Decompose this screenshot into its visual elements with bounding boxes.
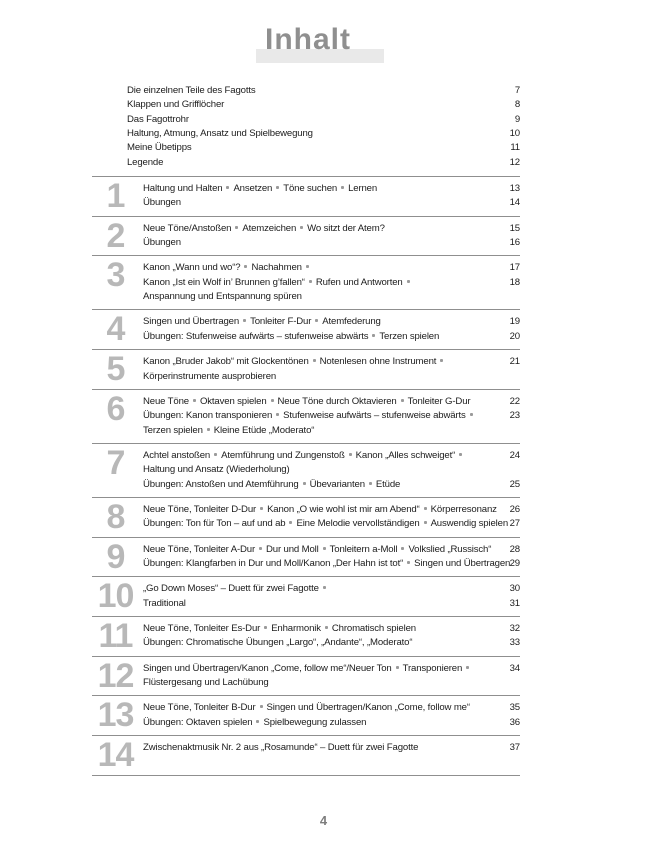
chapter-rows (143, 315, 520, 344)
separator-bullet-icon (349, 453, 352, 456)
separator-bullet-icon (401, 547, 404, 550)
toc-page-number: 27 (509, 518, 520, 530)
toc-row (143, 701, 520, 715)
chapter-rows (143, 543, 520, 572)
toc-entry-text: Das Fagottrohr (127, 113, 189, 125)
separator-bullet-icon (407, 561, 410, 564)
separator-bullet-icon (323, 586, 326, 589)
toc-row (92, 84, 520, 98)
toc-page-number: 26 (509, 503, 520, 515)
toc-entry-text: Übungen (143, 237, 181, 249)
toc-page-number: 34 (509, 662, 520, 674)
chapter-number: 1 (106, 177, 125, 216)
chapter-rows (143, 503, 520, 532)
chapter-rows (143, 261, 520, 304)
toc-page-number: 24 (509, 449, 520, 461)
chapter-number: 11 (98, 616, 133, 655)
separator-bullet-icon (243, 319, 246, 322)
separator-bullet-icon (306, 265, 309, 268)
chapter-section (92, 176, 520, 216)
toc-entry-text: Übungen (143, 197, 181, 209)
toc-page-number: 35 (509, 702, 520, 714)
toc-page-number: 25 (509, 478, 520, 490)
toc-page-number (500, 424, 520, 438)
chapter-section (92, 735, 520, 775)
separator-bullet-icon (207, 428, 210, 431)
toc-entry-text: Traditional (143, 597, 186, 609)
toc-row (143, 261, 520, 275)
toc-row (143, 478, 520, 492)
toc-entry-text: Singen und Übertragen/Kanon „Come, follow me“/Neuer Ton Transponieren (143, 662, 500, 676)
separator-bullet-icon (440, 359, 443, 362)
toc-page-number: 16 (509, 237, 520, 249)
chapter-number: 10 (97, 577, 134, 616)
toc-row (143, 662, 520, 676)
toc-row (143, 315, 520, 329)
toc-entry-text: Haltung und Ansatz (Wiederholung) (143, 464, 290, 476)
chapter-rows (143, 395, 520, 438)
chapter-number: 3 (106, 256, 125, 295)
toc-page-number (500, 463, 520, 477)
separator-bullet-icon (289, 521, 292, 524)
toc-row (143, 222, 520, 236)
separator-bullet-icon (325, 626, 328, 629)
separator-bullet-icon (466, 666, 469, 669)
chapter-section (92, 497, 520, 537)
toc-page-number: 31 (509, 597, 520, 609)
toc-row (143, 449, 520, 463)
chapter-number: 2 (106, 216, 125, 255)
toc-row (92, 113, 520, 127)
toc-entry-text: Übungen: Chromatische Übungen „Largo“, „Andante“, „Moderato“ (143, 637, 413, 649)
chapter-rows (143, 622, 520, 651)
separator-bullet-icon (369, 482, 372, 485)
toc-row (92, 127, 520, 141)
separator-bullet-icon (401, 399, 404, 402)
toc-page-number: 36 (509, 716, 520, 728)
toc-row (143, 409, 520, 423)
toc-entry-text: Zwischenaktmusik Nr. 2 aus „Rosamunde“ – Duett für zwei Fagotte (143, 742, 419, 754)
toc-row (143, 517, 520, 531)
separator-bullet-icon (260, 507, 263, 510)
separator-bullet-icon (424, 507, 427, 510)
toc-entry-text: Haltung und Halten Ansetzen Töne suchen Lernen (143, 183, 378, 195)
toc-page-number: 32 (509, 622, 520, 634)
separator-bullet-icon (276, 186, 279, 189)
chapter-number: 9 (106, 537, 125, 576)
chapter-section (92, 349, 520, 389)
toc-row (143, 716, 520, 730)
table-of-contents (92, 81, 520, 776)
chapter-number: 13 (97, 696, 134, 735)
toc-row (143, 290, 520, 304)
toc-entry-text: Flüstergesang und Lachübung (143, 677, 269, 688)
toc-entry-text: Körperinstrumente ausprobieren (143, 370, 277, 382)
toc-entry-text: Meine Übetipps (127, 142, 192, 154)
toc-page-number: 20 (509, 330, 520, 342)
toc-page-number: 8 (514, 99, 520, 111)
toc-row (143, 622, 520, 636)
toc-row (143, 597, 520, 611)
toc-entry-text: Übungen: Ton für Ton – auf und ab Eine Melodie vervollständigen Auswendig spielen (143, 518, 509, 530)
toc-page-number: 17 (509, 262, 520, 274)
separator-bullet-icon (470, 413, 473, 416)
chapter-section (92, 443, 520, 497)
toc-row (143, 182, 520, 196)
toc-entry-text: Neue Töne/Anstoßen Atemzeichen Wo sitzt der Atem? (143, 222, 385, 234)
page-header (0, 0, 647, 70)
chapter-section (92, 309, 520, 349)
separator-bullet-icon (396, 666, 399, 669)
toc-row (143, 395, 520, 409)
toc-page-number (500, 370, 520, 384)
separator-bullet-icon (303, 482, 306, 485)
toc-row (143, 355, 520, 369)
toc-page-number: 30 (509, 583, 520, 595)
chapter-number: 7 (106, 443, 125, 482)
toc-entry-text: Übungen: Kanon transponieren Stufenweise aufwärts – stufenweise abwärts (143, 409, 500, 423)
separator-bullet-icon (193, 399, 196, 402)
toc-entry-text: Kanon „Wann und wo“? Nachahmen (143, 261, 500, 275)
separator-bullet-icon (276, 413, 279, 416)
toc-row (92, 98, 520, 112)
toc-row (143, 463, 520, 477)
chapter-section (92, 216, 520, 256)
chapter-rows (143, 222, 520, 251)
chapter-section (92, 537, 520, 577)
separator-bullet-icon (323, 547, 326, 550)
separator-bullet-icon (315, 319, 318, 322)
toc-page-number: 33 (509, 637, 520, 649)
separator-bullet-icon (407, 280, 410, 283)
toc-entry-text: Legende (127, 156, 164, 168)
chapter-rows (143, 662, 520, 691)
toc-page-number: 37 (509, 742, 520, 754)
toc-page-number: 14 (509, 197, 520, 209)
toc-entry-text: Die einzelnen Teile des Fagotts (127, 85, 256, 96)
toc-page-number: 7 (514, 85, 520, 96)
separator-bullet-icon (313, 359, 316, 362)
separator-bullet-icon (256, 720, 259, 723)
chapter-entries (92, 176, 520, 776)
toc-row (143, 503, 520, 517)
toc-entry-text: Klappen und Grifflöcher (127, 99, 225, 111)
toc-entry-text: Neue Töne, Tonleiter Es-Dur Enharmonik Chromatisch spielen (143, 622, 416, 634)
chapter-rows (143, 582, 520, 611)
chapter-section (92, 656, 520, 696)
toc-entry-text: Anspannung und Entspannung spüren (143, 291, 302, 303)
chapter-number: 6 (106, 389, 125, 428)
toc-page-number: 29 (509, 557, 520, 569)
chapter-section (92, 616, 520, 656)
chapter-rows (143, 449, 520, 492)
separator-bullet-icon (300, 226, 303, 229)
toc-page-number: 19 (509, 316, 520, 328)
toc-page-number: 9 (514, 113, 520, 125)
toc-page-number: 23 (509, 410, 520, 422)
chapter-number: 8 (106, 497, 125, 536)
separator-bullet-icon (271, 399, 274, 402)
separator-bullet-icon (214, 453, 217, 456)
toc-entry-text: Singen und Übertragen Tonleiter F-Dur Atemfederung (143, 316, 381, 328)
toc-row (143, 741, 520, 755)
separator-bullet-icon (372, 334, 375, 337)
toc-row (143, 557, 520, 571)
toc-row (143, 330, 520, 344)
toc-page-number: 28 (509, 543, 520, 555)
chapter-number: 14 (97, 736, 134, 775)
chapter-rows (143, 182, 520, 211)
toc-entry-text: Neue Töne, Tonleiter B-Dur Singen und Übertragen/Kanon „Come, follow me“ (143, 702, 470, 714)
toc-page-number: 13 (509, 183, 520, 195)
separator-bullet-icon (264, 626, 267, 629)
toc-entry-text: Neue Töne, Tonleiter A-Dur Dur und Moll Tonleitern a-Moll Volkslied „Russisch“ (143, 543, 492, 555)
toc-entry-text: Übungen: Anstoßen und Atemführung Übevarianten Etüde (143, 478, 401, 490)
toc-page-number: 11 (510, 142, 520, 154)
toc-page-number: 15 (509, 222, 520, 234)
toc-page-number: 10 (509, 128, 520, 140)
toc-row (143, 196, 520, 210)
toc-row (143, 276, 520, 290)
toc-page-number: 22 (509, 395, 520, 407)
toc-row (143, 370, 520, 384)
toc-entry-text: Neue Töne, Tonleiter D-Dur Kanon „O wie wohl ist mir am Abend“ Körperresonanz (143, 503, 497, 515)
page-title: Inhalt (265, 23, 351, 56)
chapter-number: 12 (97, 656, 134, 695)
separator-bullet-icon (260, 705, 263, 708)
toc-entry-text: Übungen: Oktaven spielen Spielbewegung zulassen (143, 716, 367, 728)
chapter-section (92, 695, 520, 735)
toc-page-number (500, 676, 520, 690)
chapter-rows (143, 741, 520, 769)
toc-entry-text: Terzen spielen Kleine Etüde „Moderato“ (143, 424, 315, 436)
toc-row (143, 676, 520, 690)
chapter-rows (143, 701, 520, 730)
toc-entry-text: Achtel anstoßen Atemführung und Zungenstoß Kanon „Alles schweiget“ (143, 449, 500, 463)
intro-entries (92, 81, 520, 176)
toc-row (92, 141, 520, 155)
toc-entry-text: Kanon „Bruder Jakob“ mit Glockentönen Notenlesen ohne Instrument (143, 355, 500, 369)
chapter-section (92, 255, 520, 309)
chapter-section (92, 576, 520, 616)
separator-bullet-icon (259, 547, 262, 550)
toc-page-number (500, 290, 520, 304)
toc-entry-text: „Go Down Moses“ – Duett für zwei Fagotte (143, 582, 500, 596)
toc-entry-text: Neue Töne Oktaven spielen Neue Töne durch Oktavieren Tonleiter G-Dur (143, 395, 471, 407)
chapter-section (92, 389, 520, 443)
toc-entry-text: Übungen: Stufenweise aufwärts – stufenweise abwärts Terzen spielen (143, 330, 440, 342)
separator-bullet-icon (309, 280, 312, 283)
separator-bullet-icon (244, 265, 247, 268)
separator-bullet-icon (226, 186, 229, 189)
toc-page-number: 18 (509, 276, 520, 288)
page-number-footer: 4 (319, 813, 328, 828)
toc-entry-text: Kanon „Ist ein Wolf in’ Brunnen g’fallen“ Rufen und Antworten (143, 276, 500, 290)
toc-entry-text: Übungen: Klangfarben in Dur und Moll/Kanon „Der Hahn ist tot“ Singen und Übertragen (143, 557, 511, 569)
chapter-number: 5 (106, 350, 125, 389)
separator-bullet-icon (459, 453, 462, 456)
toc-row (92, 156, 520, 170)
toc-row (143, 236, 520, 250)
toc-page-number: 21 (509, 356, 520, 368)
toc-row (143, 582, 520, 596)
separator-bullet-icon (235, 226, 238, 229)
separator-bullet-icon (341, 186, 344, 189)
toc-row (143, 424, 520, 438)
toc-entry-text: Haltung, Atmung, Ansatz und Spielbewegung (127, 128, 313, 140)
separator-bullet-icon (424, 521, 427, 524)
toc-row (143, 636, 520, 650)
toc-row (143, 543, 520, 557)
toc-page-number: 12 (509, 156, 520, 168)
chapter-number: 4 (106, 310, 125, 349)
chapter-rows (143, 355, 520, 384)
